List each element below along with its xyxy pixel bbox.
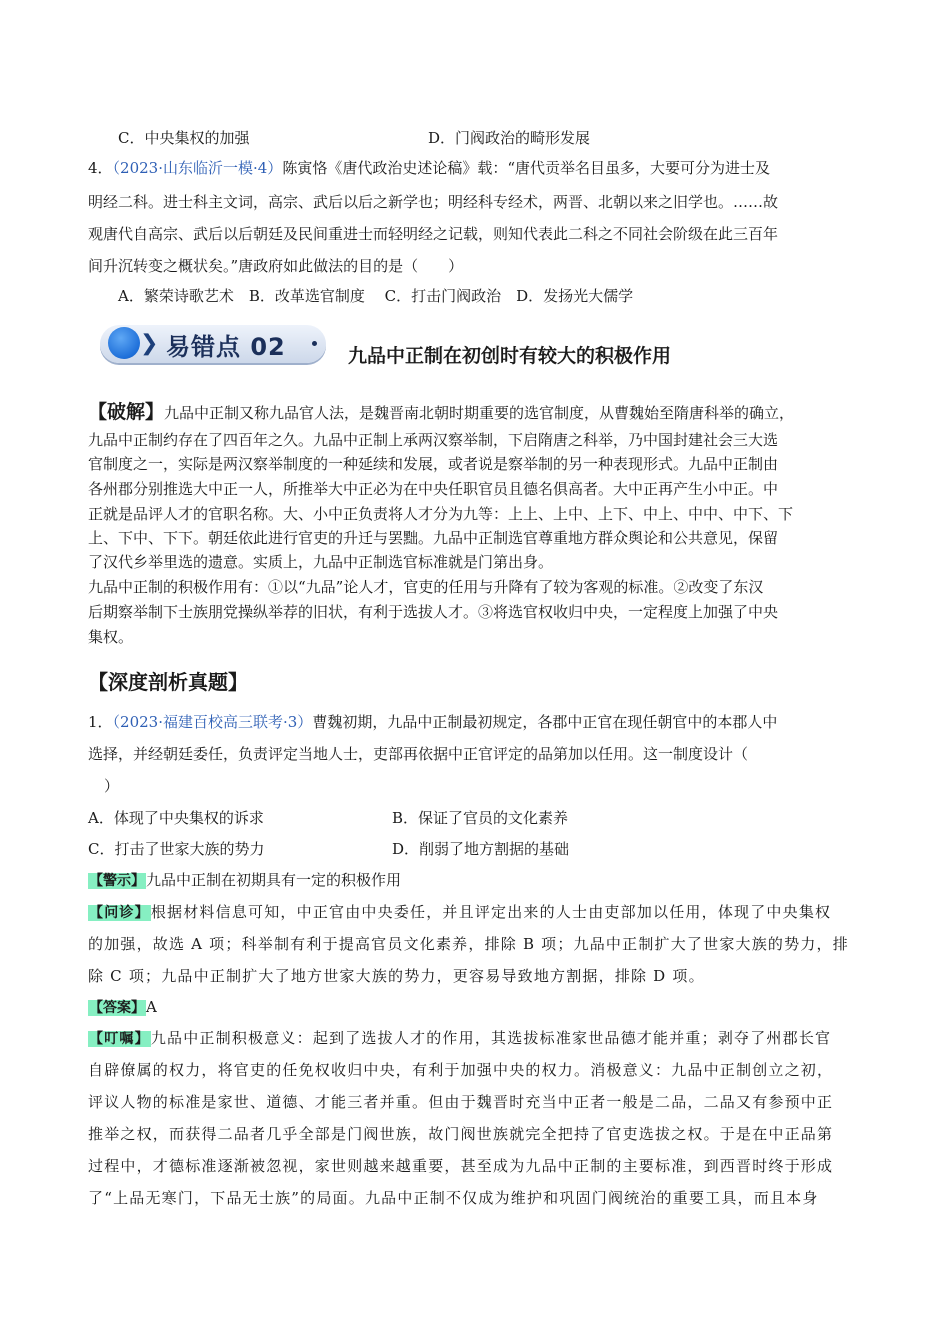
dingzhu-line-1: 【叮嘱】九品中正制积极意义：起到了选拔人才的作用，其选拔标准家世品德才能并重；剥夺了州郡长官 [89, 1029, 832, 1047]
jingshi-tag: 【警示】 [89, 873, 145, 889]
error-point-banner [100, 322, 330, 366]
q1-option-c: C．打击了世家大族的势力 [88, 840, 265, 858]
q1-source: （2023·福建百校高三联考·3） [112, 713, 313, 731]
q1-line-1: 1．（2023·福建百校高三联考·3）曹魏初期，九品中正制最初规定，各郡中正官在现任朝官中的本郡人中 [88, 713, 778, 731]
dingzhu-line-6: 了“上品无寒门，下品无士族”的局面。九品中正制不仅成为维护和巩固门阀统治的重要工具，而且本身 [88, 1189, 819, 1207]
pojie-line-5: 正就是品评人才的官职名称。大、小中正负责将人才分为九等：上上、上中、上下、中上、中中、中下、下 [88, 505, 794, 523]
dingzhu-line-3: 评议人物的标准是家世、道德、才能三者并重。但由于魏晋时充当中正者一般是二品，二品又有参预中正 [88, 1093, 834, 1111]
q3-option-d: D．门阀政治的畸形发展 [428, 129, 591, 147]
pojie-tag: 【破解】 [88, 401, 165, 423]
q4-source: （2023·山东临沂一模·4） [112, 159, 283, 177]
wenzhen-line-1: 【问诊】根据材料信息可知，中正官由中央委任，并且评定出来的人士由吏部加以任用，体现了中央集权 [89, 903, 832, 921]
banner-dot-icon [312, 341, 317, 346]
pojie-line-9: 后期察举制下士族朋党操纵举荐的旧状，有利于选拔人才。③将选官权收归中央，一定程度上加强了中央 [88, 603, 779, 621]
q1-line-2: 选择，并经朝廷委任，负责评定当地人士，吏部再依据中正官评定的品第加以任用。这一制度设计（ [88, 745, 749, 763]
banner-title: 九品中正制在初创时有较大的积极作用 [348, 345, 672, 367]
daan-tag: 【答案】 [89, 1000, 145, 1016]
dingzhu-line-2: 自辟僚属的权力，将官吏的任免权收归中央，有利于加强中央的权力。消极意义：九品中正制创立之初， [88, 1061, 834, 1079]
dingzhu-line-4: 推举之权，而获得二品者几乎全部是门阀世族，故门阀世族就完全把持了官吏选拔之权。于是在中正品第 [88, 1125, 834, 1143]
answer-value: A [146, 998, 157, 1016]
pojie-line-7: 了汉代乡举里选的遗意。实质上，九品中正制选官标准就是门第出身。 [88, 553, 554, 571]
pojie-line-1: 【破解】九品中正制又称九品官人法，是魏晋南北朝时期重要的选官制度，从曹魏始至隋唐科举的确立， [88, 401, 795, 423]
daan-line [88, 997, 157, 1018]
q4-line-4: 间升沉转变之概状矣。”唐政府如此做法的目的是（ ） [88, 257, 464, 275]
pojie-line-10: 集权。 [88, 628, 134, 646]
wenzhen-line-3: 除 C 项；九品中正制扩大了地方世家大族的势力，更容易导致地方割据，排除 D 项。 [88, 967, 705, 985]
pojie-line-2: 九品中正制约存在了四百年之久。九品中正制上承两汉察举制，下启隋唐之科举，乃中国封建社会三大选 [88, 431, 779, 449]
banner-number: 02 [250, 333, 286, 361]
pojie-line-3: 官制度之一，实际是两汉察举制度的一种延续和发展，或者说是察举制的另一种表现形式。九品中正制由 [88, 455, 779, 473]
pojie-line-6: 上、下中、下下。朝廷依此进行官吏的升迁与罢黜。九品中正制选官尊重地方群众舆论和公共意见，保留 [88, 529, 779, 547]
wenzhen-tag: 【问诊】 [89, 905, 150, 921]
q1-option-b: B．保证了官员的文化素养 [392, 809, 569, 827]
q1-number: 1． [88, 713, 113, 731]
wenzhen-line-2: 的加强，故选 A 项；科举制有利于提高官员文化素养，排除 B 项；九品中正制扩大了世家大族的势力，排 [88, 935, 849, 953]
dingzhu-tag: 【叮嘱】 [89, 1031, 150, 1047]
q1-line-3: ） [104, 777, 120, 795]
q4-line-3: 观唐代自高宗、武后以后朝廷及民间重进士而轻明经之记载，则知代表此二科之不同社会阶级在此三百年 [88, 225, 779, 243]
q3-option-c: C．中央集权的加强 [118, 129, 250, 147]
banner-label: 易错点 02 [166, 333, 286, 361]
q4-line-2: 明经二科。进士科主文词，高宗、武后以后之新学也；明经科专经术，两晋、北朝以来之旧学也。……故 [88, 193, 779, 211]
q4-options: A．繁荣诗歌艺术 B．改革选官制度 C．打击门阀政治 D．发扬光大儒学 [118, 287, 634, 305]
chevron-right-icon: ❯ [140, 331, 159, 356]
jingshi-line: 【警示】九品中正制在初期具有一定的积极作用 [89, 871, 402, 889]
q4-text-1: 陈寅恪《唐代政治史述论稿》载：“唐代贡举名目虽多，大要可分为进士及 [282, 159, 770, 177]
banner-circle-icon [108, 327, 140, 359]
dingzhu-line-5: 过程中，才德标准逐渐被忽视，家世则越来越重要，甚至成为九品中正制的主要标准，到西晋时终于形成 [88, 1157, 834, 1175]
section-title: 【深度剖析真题】 [88, 670, 248, 694]
q1-option-d: D．削弱了地方割据的基础 [392, 840, 570, 858]
q4-number: 4． [88, 159, 113, 177]
q4-line-1 [88, 158, 770, 178]
pojie-line-8: 九品中正制的积极作用有：①以“九品”论人才，官吏的任用与升降有了较为客观的标准。②改变了东汉 [88, 578, 764, 596]
q1-option-a: A．体现了中央集权的诉求 [88, 809, 264, 827]
pojie-line-4: 各州郡分别推选大中正一人，所推举大中正必为在中央任职官员且德名俱高者。大中正再产生小中正。中 [88, 480, 779, 498]
